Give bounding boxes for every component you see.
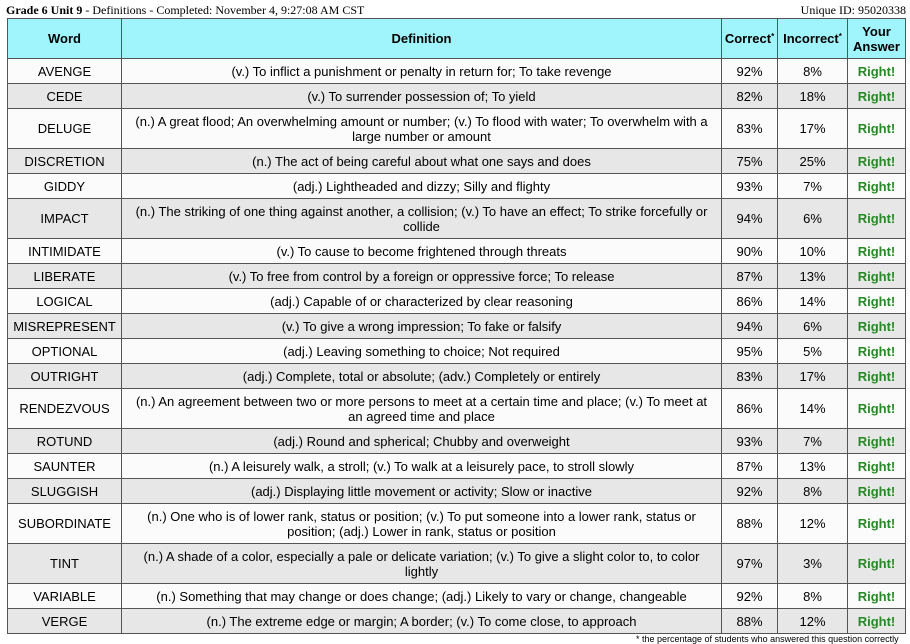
correct-percent-cell: 83% [722, 109, 778, 149]
word-cell: VARIABLE [8, 584, 122, 609]
definition-cell: (adj.) Complete, total or absolute; (adv.) Completely or entirely [122, 364, 722, 389]
answer-status-cell: Right! [848, 504, 906, 544]
incorrect-percent-cell: 17% [778, 364, 848, 389]
correct-percent-cell: 95% [722, 339, 778, 364]
unique-id: Unique ID: 95020338 [800, 3, 906, 17]
column-header-answer [848, 19, 906, 59]
word-cell: LIBERATE [8, 264, 122, 289]
answer-status-cell: Right! [848, 289, 906, 314]
table-row [8, 264, 906, 289]
word-cell: DISCRETION [8, 149, 122, 174]
grade-unit-label: Grade 6 Unit 9 [6, 3, 83, 17]
definition-cell: (n.) The extreme edge or margin; A border; (v.) To come close, to approach [122, 609, 722, 634]
table-row [8, 544, 906, 584]
definition-cell: (v.) To surrender possession of; To yield [122, 84, 722, 109]
correct-percent-cell: 90% [722, 239, 778, 264]
column-header-definition: Definition [122, 19, 722, 59]
word-cell: TINT [8, 544, 122, 584]
word-cell: SUBORDINATE [8, 504, 122, 544]
correct-percent-cell: 97% [722, 544, 778, 584]
table-row [8, 454, 906, 479]
answer-status-cell: Right! [848, 264, 906, 289]
definition-cell: (adj.) Leaving something to choice; Not required [122, 339, 722, 364]
incorrect-asterisk: * [838, 32, 842, 41]
definition-cell: (v.) To inflict a punishment or penalty in return for; To take revenge [122, 59, 722, 84]
word-cell: RENDEZVOUS [8, 389, 122, 429]
word-cell: OPTIONAL [8, 339, 122, 364]
answer-status-cell: Right! [848, 544, 906, 584]
incorrect-percent-cell: 12% [778, 609, 848, 634]
report-title [6, 2, 364, 18]
table-row [8, 389, 906, 429]
definition-cell: (v.) To free from control by a foreign or oppressive force; To release [122, 264, 722, 289]
table-row [8, 59, 906, 84]
incorrect-percent-cell: 5% [778, 339, 848, 364]
table-row [8, 239, 906, 264]
word-cell: VERGE [8, 609, 122, 634]
word-cell: ROTUND [8, 429, 122, 454]
incorrect-percent-cell: 10% [778, 239, 848, 264]
correct-percent-cell: 94% [722, 314, 778, 339]
word-cell: OUTRIGHT [8, 364, 122, 389]
answer-status-cell: Right! [848, 84, 906, 109]
correct-percent-cell: 93% [722, 429, 778, 454]
word-cell: IMPACT [8, 199, 122, 239]
report-header [6, 2, 906, 18]
table-row [8, 429, 906, 454]
incorrect-percent-cell: 7% [778, 429, 848, 454]
answer-status-cell: Right! [848, 339, 906, 364]
word-cell: LOGICAL [8, 289, 122, 314]
answer-status-cell: Right! [848, 199, 906, 239]
word-cell: SAUNTER [8, 454, 122, 479]
correct-percent-cell: 83% [722, 364, 778, 389]
results-body [8, 59, 906, 634]
word-cell: DELUGE [8, 109, 122, 149]
correct-percent-cell: 94% [722, 199, 778, 239]
incorrect-percent-cell: 25% [778, 149, 848, 174]
answer-status-cell: Right! [848, 149, 906, 174]
incorrect-percent-cell: 13% [778, 454, 848, 479]
incorrect-percent-cell: 8% [778, 479, 848, 504]
table-row [8, 199, 906, 239]
definition-cell: (n.) The striking of one thing against another, a collision; (v.) To have an effect; To strike forcefully or collide [122, 199, 722, 239]
table-row [8, 84, 906, 109]
correct-percent-cell: 88% [722, 609, 778, 634]
answer-label-line1: Your [862, 23, 891, 39]
definition-cell: (n.) One who is of lower rank, status or position; (v.) To put someone into a lower rank, status or position; (adj.) Lower in rank, status or position [122, 504, 722, 544]
word-cell: MISREPRESENT [8, 314, 122, 339]
incorrect-percent-cell: 12% [778, 504, 848, 544]
definition-cell: (n.) The act of being careful about what one says and does [122, 149, 722, 174]
correct-percent-cell: 92% [722, 479, 778, 504]
column-header-correct [722, 19, 778, 59]
definition-cell: (n.) A great flood; An overwhelming amount or number; (v.) To flood with water; To overwhelm with a large number or amount [122, 109, 722, 149]
table-row [8, 174, 906, 199]
answer-status-cell: Right! [848, 429, 906, 454]
incorrect-percent-cell: 14% [778, 289, 848, 314]
definition-cell: (n.) Something that may change or does change; (adj.) Likely to vary or change, changeable [122, 584, 722, 609]
definition-cell: (n.) A leisurely walk, a stroll; (v.) To walk at a leisurely pace, to stroll slowly [122, 454, 722, 479]
answer-status-cell: Right! [848, 314, 906, 339]
table-row [8, 364, 906, 389]
correct-percent-cell: 87% [722, 454, 778, 479]
correct-percent-cell: 87% [722, 264, 778, 289]
word-cell: CEDE [8, 84, 122, 109]
answer-status-cell: Right! [848, 174, 906, 199]
results-table [7, 18, 906, 634]
table-row [8, 479, 906, 504]
correct-label: Correct [724, 31, 772, 46]
column-header-word: Word [8, 19, 122, 59]
footnote: * the percentage of students who answered this question correctly [636, 634, 899, 644]
definition-cell: (adj.) Displaying little movement or activity; Slow or inactive [122, 479, 722, 504]
incorrect-percent-cell: 17% [778, 109, 848, 149]
incorrect-percent-cell: 13% [778, 264, 848, 289]
answer-label-line2: Answer [853, 38, 900, 54]
header-row [8, 19, 906, 59]
definition-cell: (n.) An agreement between two or more persons to meet at a certain time and place; (v.) To meet at an agreed time and place [122, 389, 722, 429]
column-header-incorrect [778, 19, 848, 59]
definition-cell: (v.) To cause to become frightened through threats [122, 239, 722, 264]
incorrect-percent-cell: 8% [778, 59, 848, 84]
definition-cell: (v.) To give a wrong impression; To fake or falsify [122, 314, 722, 339]
table-row [8, 609, 906, 634]
answer-status-cell: Right! [848, 479, 906, 504]
correct-percent-cell: 92% [722, 59, 778, 84]
incorrect-percent-cell: 7% [778, 174, 848, 199]
word-cell: INTIMIDATE [8, 239, 122, 264]
incorrect-percent-cell: 3% [778, 544, 848, 584]
answer-status-cell: Right! [848, 59, 906, 84]
definition-cell: (adj.) Capable of or characterized by clear reasoning [122, 289, 722, 314]
completion-info: - Definitions - Completed: November 4, 9:27:08 AM CST [82, 3, 365, 17]
word-cell: AVENGE [8, 59, 122, 84]
correct-percent-cell: 93% [722, 174, 778, 199]
correct-percent-cell: 86% [722, 389, 778, 429]
table-row [8, 289, 906, 314]
incorrect-label: Incorrect [783, 31, 839, 46]
answer-status-cell: Right! [848, 584, 906, 609]
answer-status-cell: Right! [848, 109, 906, 149]
correct-percent-cell: 82% [722, 84, 778, 109]
answer-status-cell: Right! [848, 364, 906, 389]
correct-percent-cell: 75% [722, 149, 778, 174]
table-row [8, 339, 906, 364]
correct-percent-cell: 88% [722, 504, 778, 544]
definition-cell: (adj.) Lightheaded and dizzy; Silly and flighty [122, 174, 722, 199]
definition-cell: (n.) A shade of a color, especially a pale or delicate variation; (v.) To give a slight color to, to color lightly [122, 544, 722, 584]
answer-status-cell: Right! [848, 609, 906, 634]
correct-percent-cell: 86% [722, 289, 778, 314]
incorrect-percent-cell: 6% [778, 199, 848, 239]
correct-percent-cell: 92% [722, 584, 778, 609]
table-row [8, 109, 906, 149]
definition-cell: (adj.) Round and spherical; Chubby and overweight [122, 429, 722, 454]
answer-status-cell: Right! [848, 454, 906, 479]
table-row [8, 504, 906, 544]
word-cell: SLUGGISH [8, 479, 122, 504]
answer-status-cell: Right! [848, 239, 906, 264]
correct-asterisk: * [771, 32, 775, 41]
table-row [8, 149, 906, 174]
incorrect-percent-cell: 18% [778, 84, 848, 109]
word-cell: GIDDY [8, 174, 122, 199]
incorrect-percent-cell: 8% [778, 584, 848, 609]
incorrect-percent-cell: 6% [778, 314, 848, 339]
answer-status-cell: Right! [848, 389, 906, 429]
table-row [8, 584, 906, 609]
table-row [8, 314, 906, 339]
incorrect-percent-cell: 14% [778, 389, 848, 429]
